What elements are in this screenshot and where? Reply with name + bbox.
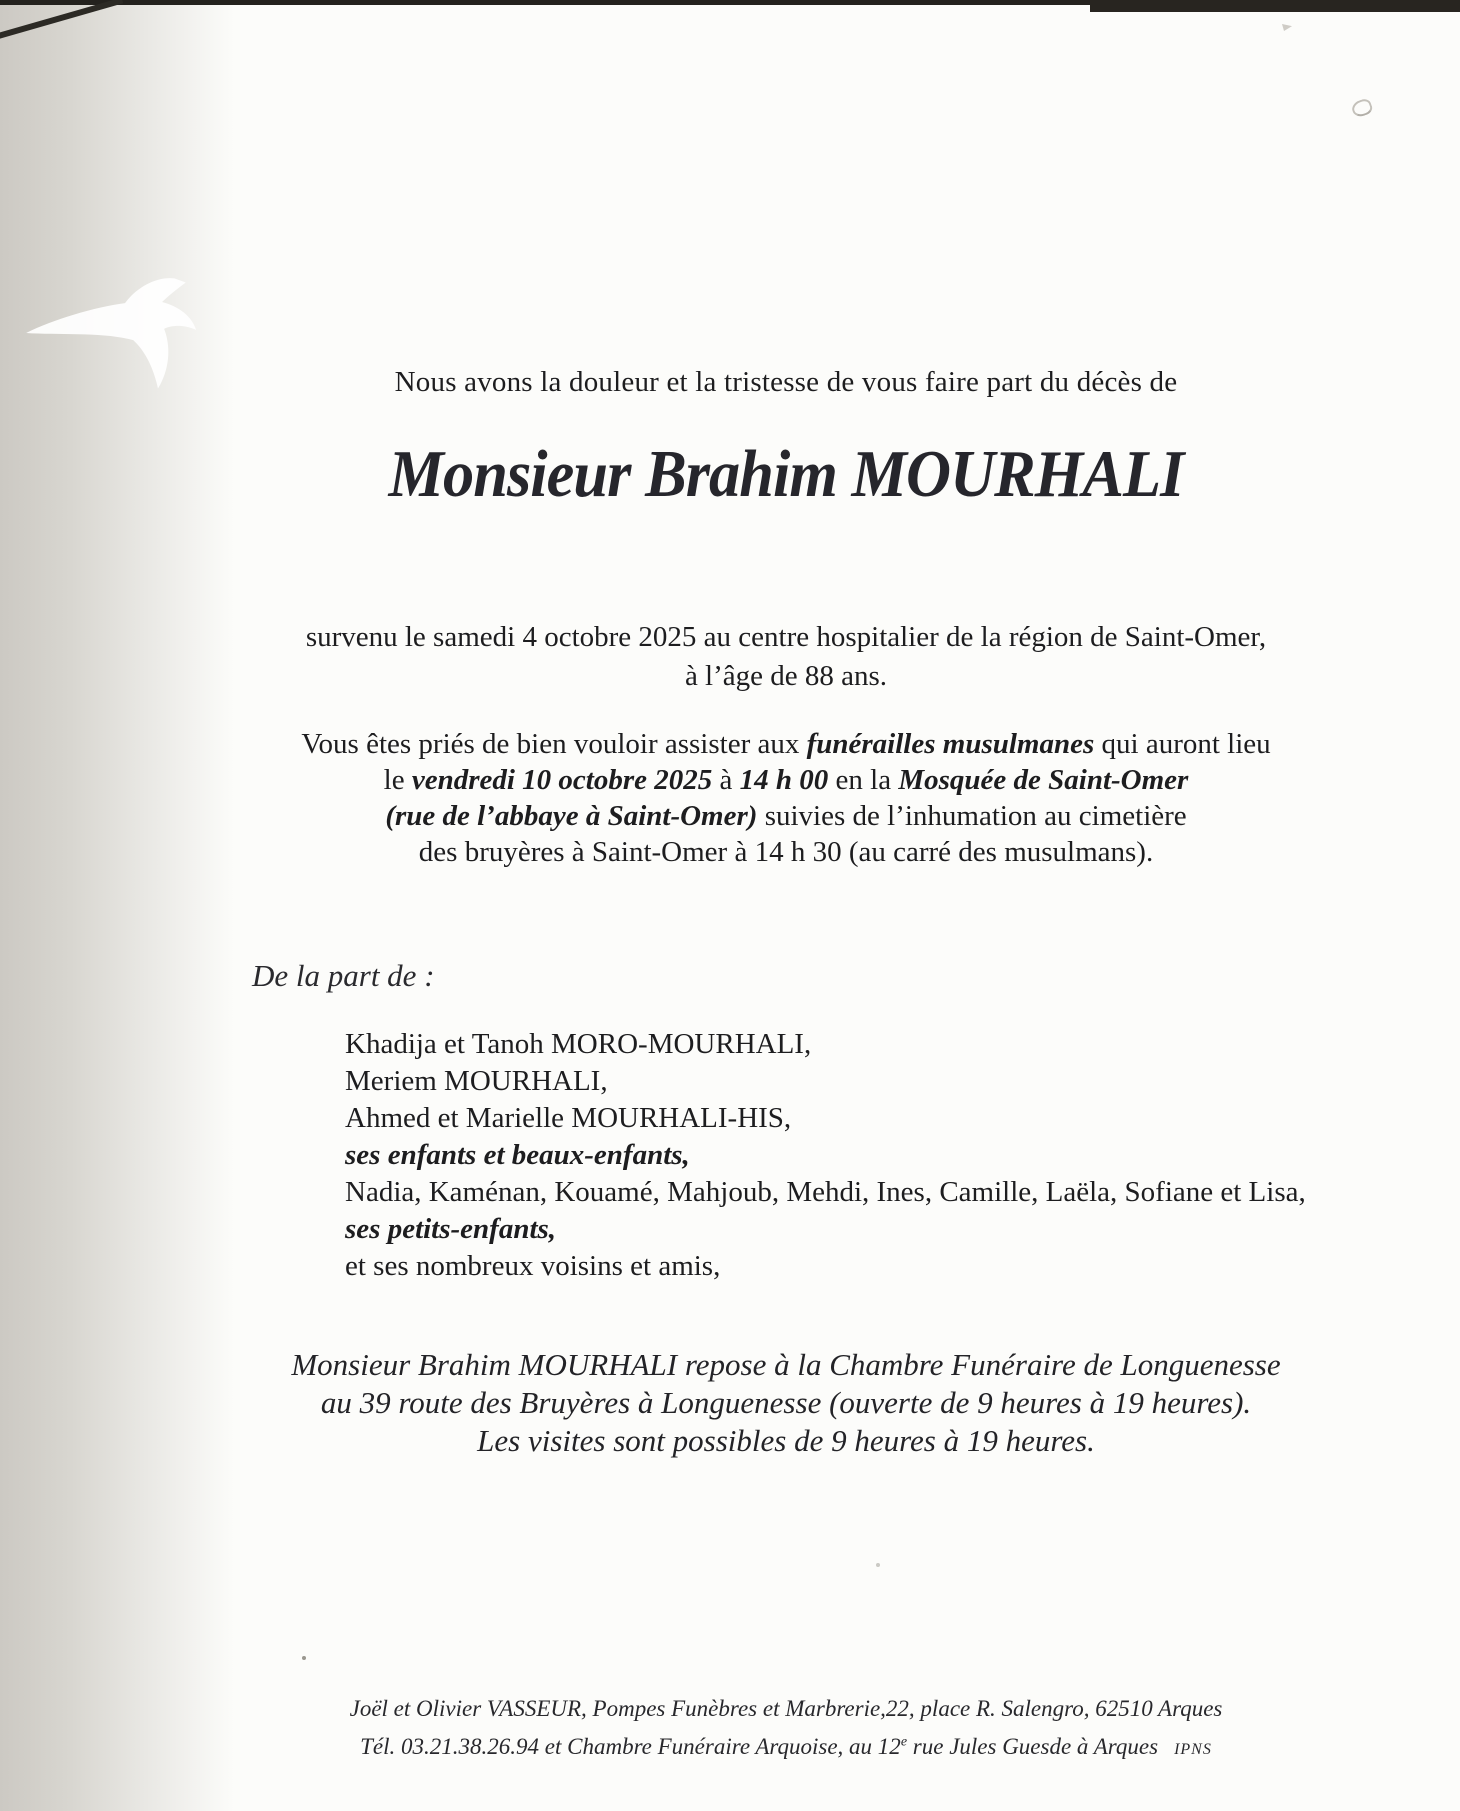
family-list: [345, 1026, 1306, 1285]
death-line-2: à l’âge de 88 ans.: [684, 660, 888, 692]
family-member-line: Meriem MOURHALI,: [345, 1065, 608, 1097]
footer-line-1: Joël et Olivier VASSEUR, Pompes Funèbres et Marbrerie,22, place R. Salengro, 62510 Arques: [349, 1696, 1223, 1721]
footer-line-2: Tél. 03.21.38.26.94 et Chambre Funéraire Arquoise, au 12e rue Jules Guesde à Arques: [360, 1733, 1159, 1759]
scan-speck: [1282, 24, 1292, 31]
death-details: [150, 618, 1422, 696]
ipns-mark: IPNS: [1174, 1740, 1212, 1758]
repose-line-2: au 39 route des Bruyères à Longuenesse (ouverte de 9 heures à 19 heures).: [320, 1385, 1252, 1420]
from-label: De la part de :: [252, 958, 435, 993]
family-member-line: et ses nombreux voisins et amis,: [345, 1250, 721, 1282]
scan-speck: [302, 1656, 306, 1660]
deceased-name-title: Monsieur Brahim MOURHALI: [388, 437, 1184, 511]
scan-speck: [1350, 97, 1374, 119]
scan-edge-top-right: [1090, 0, 1460, 12]
intro-line: Nous avons la douleur et la tristesse de vous faire part du décès de: [394, 366, 1178, 398]
family-member-line: Ahmed et Marielle MOURHALI-HIS,: [345, 1102, 792, 1134]
repose-line-3: Les visites sont possibles de 9 heures à 19 heures.: [477, 1423, 1095, 1458]
repose-line-1: Monsieur Brahim MOURHALI repose à la Chambre Funéraire de Longuenesse: [291, 1347, 1281, 1382]
family-member-line: Khadija et Tanoh MORO-MOURHALI,: [345, 1028, 812, 1060]
family-relation-line: ses petits-enfants,: [345, 1213, 557, 1245]
family-member-line: Nadia, Kaménan, Kouamé, Mahjoub, Mehdi, Ines, Camille, Laëla, Sofiane et Lisa,: [345, 1176, 1306, 1208]
death-line-1: survenu le samedi 4 octobre 2025 au centre hospitalier de la région de Saint-Omer,: [305, 621, 1267, 653]
funeral-home-footer: [150, 1692, 1422, 1766]
repose-details: [150, 1346, 1422, 1460]
scan-speck: [876, 1563, 880, 1567]
funeral-details: Vous êtes priés de bien vouloir assister aux funérailles musulmanes qui auront lieu le vendredi 10 octobre 2025 à 14 h 00 en la Mosquée de Saint-Omer (rue de l’abbaye à Saint-Omer) suivies de l’inhumation au cimetière des bruyères à Saint-Omer à 14 h 30 (au carré des musulmans).: [301, 728, 1271, 868]
family-relation-line: ses enfants et beaux-enfants,: [345, 1139, 690, 1171]
